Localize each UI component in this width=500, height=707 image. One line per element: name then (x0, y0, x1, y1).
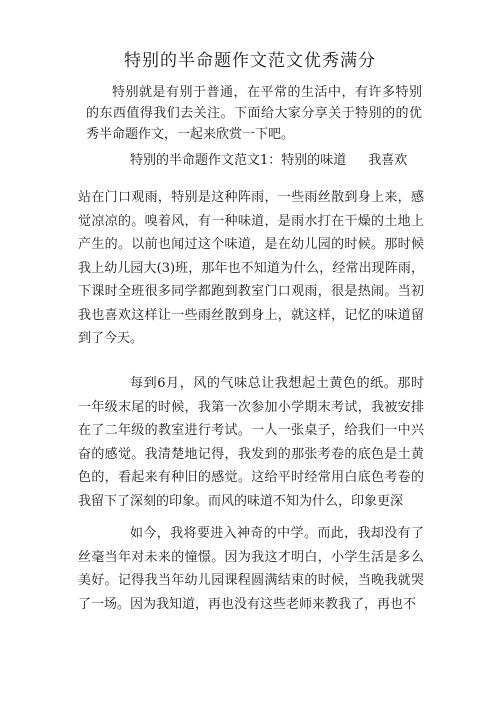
section-heading-label: 特别的半命题作文范文1：特别的味道 (130, 153, 347, 168)
intro-paragraph: 特别就是有别于普通，在平常的生活中，有许多特别的东西值得我们去关注。下面给大家分享关于特别的的优秀半命题作文，一起来欣赏一下吧。 (86, 85, 422, 142)
body-paragraph-3: 如今，我将要进入神奇的中学。而此，我却没有了丝毫当年对未来的憧憬。因为我这才明白，小学生活是多么美好。记得我当年幼儿园课程圆满结束的时候，当晚我就哭了一场。因为我知道，再也没有这些老师来教我了，再也不 (78, 526, 424, 612)
section-heading-trail: 我喜欢 (368, 153, 408, 168)
document-title: 特别的半命题作文范文优秀满分 (124, 51, 376, 71)
section-heading (130, 150, 440, 171)
body-paragraph-1: 站在门口观雨，特别是这种阵雨，一些雨丝散到身上来，感觉凉凉的。嗅着风，有一种味道，是雨水打在干燥的土地上产生的。以前也闻过这个味道，是在幼儿园的时候。那时候我上幼儿园大(3)班，那年也不知道为什么，经常出现阵雨，下课时全班很多同学都跑到教室门口观雨，很是热闹。当初我也喜欢这样让一些雨丝散到身上，就这样，记忆的味道留到了今天。 (78, 190, 424, 346)
body-paragraph-2: 每到6月，风的气味总让我想起土黄色的纸。那时一年级末尾的时候，我第一次参加小学期末考试，我被安排在了二年级的教室进行考试。一人一张桌子，给我们一中兴奋的感觉。我清楚地记得，我发到的那张考卷的底色是土黄色的，看起来有种旧的感觉。这给平时经常用白底色考卷的我留下了深刻的印象。而风的味道不知为什么，印象更深 (78, 376, 424, 509)
